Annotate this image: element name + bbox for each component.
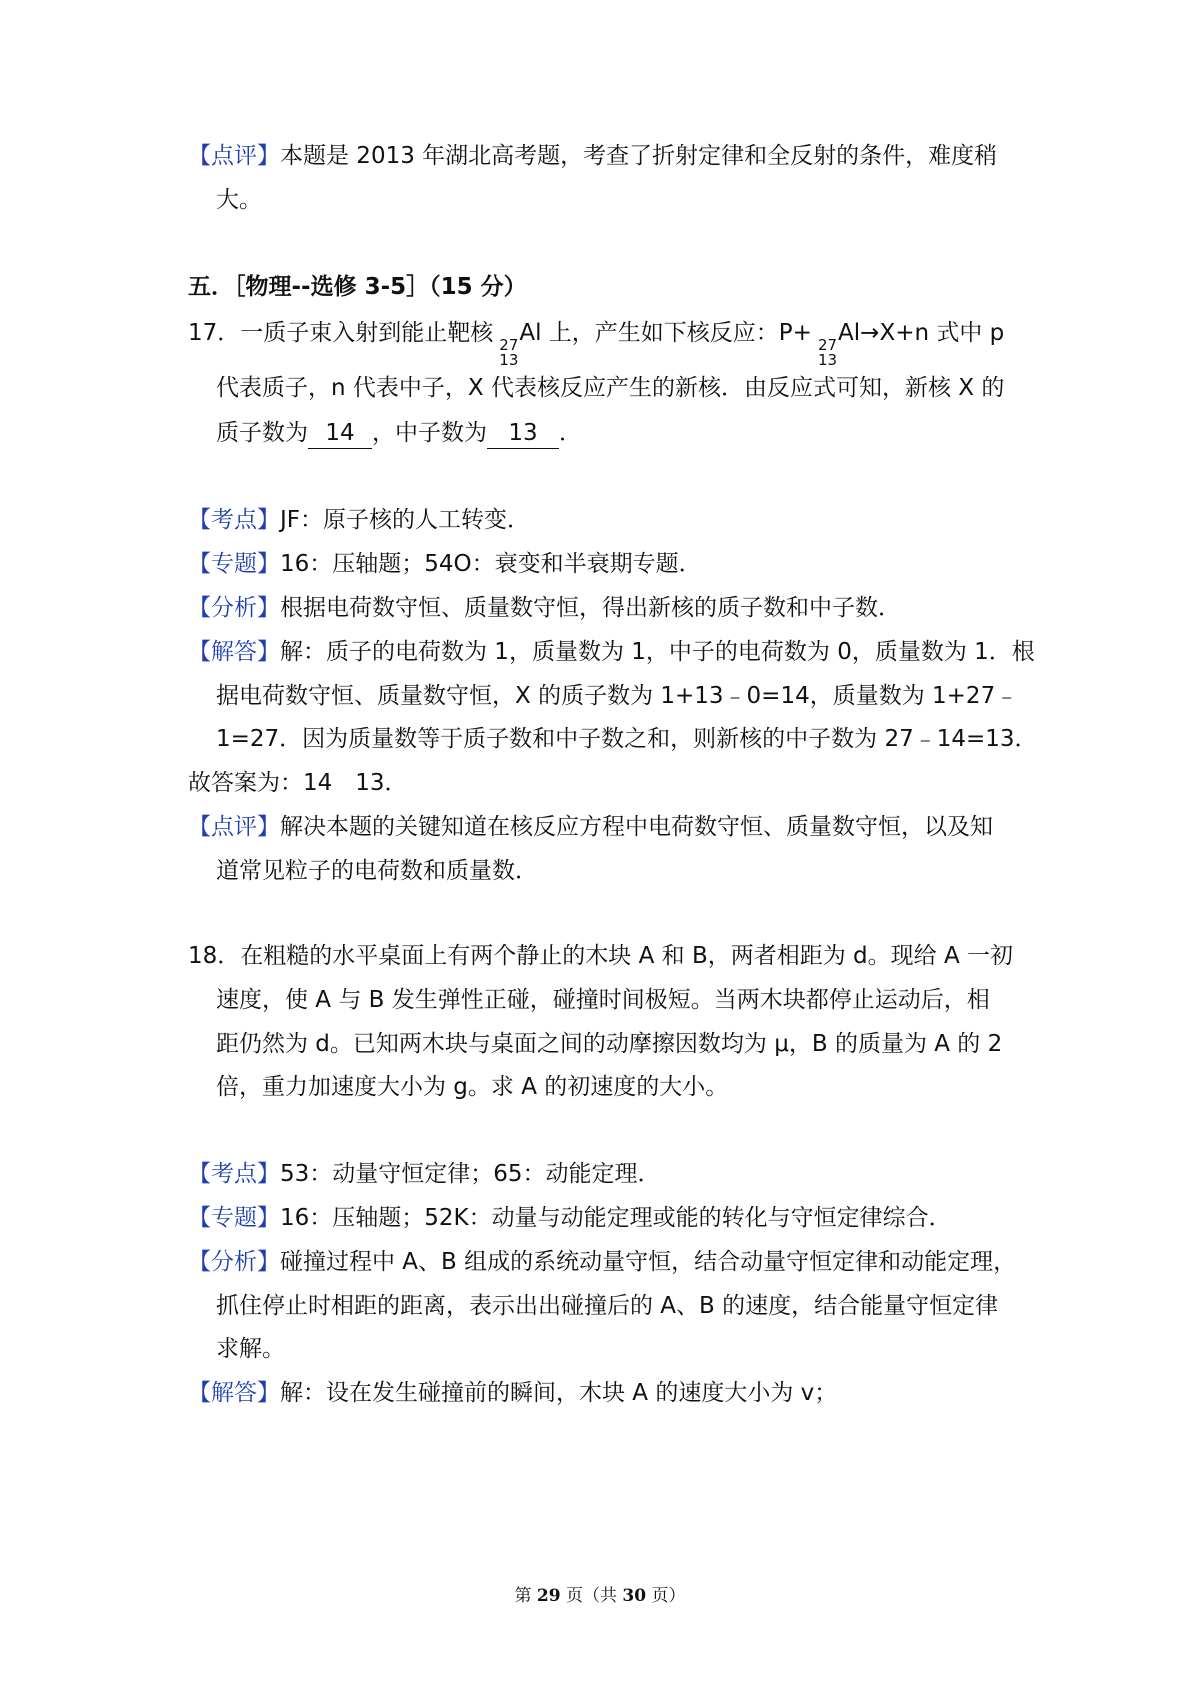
footer-page-number: 29 — [536, 1586, 561, 1606]
q17-stem-line-2: 代表质子，n 代表中子，X 代表核反应产生的新核．由反应式可知，新核 X 的 — [216, 375, 1005, 401]
q18-stem-line-4: 倍，重力加速度大小为 g。求 A 的初速度的大小。 — [216, 1074, 729, 1100]
q17-text-e: ，中子数为 — [372, 420, 487, 446]
jieda-tag: 【解答】 — [188, 1380, 280, 1406]
q17-dianping-line-1 — [188, 810, 993, 844]
jieda-text-1: 解：设在发生碰撞前的瞬间，木块 A 的速度大小为 v； — [280, 1380, 838, 1406]
q17-text-b: 上，产生如下核反应：P+ — [541, 320, 812, 346]
q18-stem-line-2: 速度，使 A 与 B 发生弹性正碰，碰撞时间极短。当两木块都停止运动后，相 — [216, 987, 990, 1013]
q18-fenxi-line-1 — [188, 1245, 1016, 1279]
nuclide-al-1 — [499, 338, 518, 368]
q17-jieda-line-2: 据电荷数守恒、质量数守恒，X 的质子数为 1+13﹣0=14，质量数为 1+27﹣ — [216, 683, 1019, 709]
fenxi-tag: 【分析】 — [188, 595, 280, 621]
jieda-text-1: 解：质子的电荷数为 1，质量数为 1，中子的电荷数为 0，质量数为 1．根 — [280, 639, 1035, 665]
q18-jieda-line-1 — [188, 1376, 837, 1410]
q17-text-d: 质子数为 — [216, 420, 308, 446]
q18-text-1: 在粗糙的水平桌面上有两个静止的木块 A 和 B，两者相距为 d。现给 A 一初 — [240, 943, 1013, 969]
q18-zhuanti — [188, 1201, 952, 1235]
nuclide-charge-1: 13 — [499, 351, 519, 369]
nuclide-al-2 — [818, 338, 837, 368]
q17-text-a: 一质子束入射到能止靶核 — [240, 320, 494, 346]
footer-total-pages: 30 — [622, 1586, 647, 1606]
footer-prefix: 第 — [514, 1586, 537, 1606]
q18-number: 18． — [188, 943, 241, 969]
nuclide-symbol-2: Al — [838, 320, 861, 346]
zhuanti-text: 16：压轴题；52K：动量与动能定理或能的转化与守恒定律综合． — [280, 1205, 952, 1231]
kaodian-text: 53：动量守恒定律；65：动能定理． — [280, 1161, 661, 1187]
q18-fenxi-line-2: 抓住停止时相距的距离，表示出出碰撞后的 A、B 的速度，结合能量守恒定律 — [216, 1293, 999, 1319]
nuclide-charge-2: 13 — [817, 351, 838, 369]
kaodian-text: JF：原子核的人工转变． — [280, 507, 531, 533]
comment-tag: 【点评】 — [188, 143, 280, 169]
q18-stem-line-1 — [188, 939, 1013, 973]
nuclide-mass-2: 27 — [817, 336, 838, 354]
q17-number: 17． — [188, 320, 241, 346]
dianping-tag: 【点评】 — [188, 814, 280, 840]
q17-answer-line: 故答案为：14 13． — [188, 770, 408, 796]
q18-stem-line-3: 距仍然为 d。已知两木块与桌面之间的动摩擦因数均为 μ，B 的质量为 A 的 2 — [216, 1031, 1003, 1057]
zhuanti-tag: 【专题】 — [188, 1205, 280, 1231]
q17-stem-line-3 — [216, 416, 582, 450]
kaodian-tag: 【考点】 — [188, 1161, 280, 1187]
q17-dianping-line-2: 道常见粒子的电荷数和质量数． — [216, 858, 538, 884]
q17-jieda-line-1 — [188, 635, 1035, 669]
fenxi-tag: 【分析】 — [188, 1249, 280, 1275]
comment-text-1: 本题是 2013 年湖北高考题，考查了折射定律和全反射的条件，难度稍 — [280, 143, 998, 169]
q17-jieda-line-3: 1=27．因为质量数等于质子数和中子数之和，则新核的中子数为 27﹣14=13． — [216, 726, 1038, 752]
fenxi-text-1: 碰撞过程中 A、B 组成的系统动量守恒，结合动量守恒定律和动能定理， — [280, 1249, 1017, 1275]
q18-kaodian — [188, 1157, 661, 1191]
page-footer — [0, 1581, 1200, 1606]
nuclide-mass-1: 27 — [499, 336, 519, 354]
nuclide-symbol-1: Al — [519, 320, 542, 346]
comment-line-2 — [216, 183, 262, 217]
section-heading: 五．［物理--选修 3-5］（15 分） — [188, 274, 527, 300]
comment-line-1 — [188, 139, 997, 173]
q18-fenxi-line-3: 求解。 — [216, 1336, 285, 1362]
dianping-text-1: 解决本题的关键知道在核反应方程中电荷数守恒、质量数守恒，以及知 — [280, 814, 993, 840]
q17-text-c: →X+n 式中 p — [860, 320, 1005, 346]
footer-middle: 页（共 — [560, 1586, 623, 1606]
q17-kaodian — [188, 503, 530, 537]
answer-blank-protons: 14 — [308, 418, 372, 449]
q17-zhuanti — [188, 547, 702, 581]
zhuanti-tag: 【专题】 — [188, 551, 280, 577]
fenxi-text: 根据电荷数守恒、质量数守恒，得出新核的质子数和中子数． — [280, 595, 901, 621]
q17-text-f: ． — [559, 420, 582, 446]
zhuanti-text: 16：压轴题；54O：衰变和半衰期专题． — [280, 551, 702, 577]
answer-blank-neutrons: 13 — [487, 418, 559, 449]
comment-text-2: 大。 — [216, 187, 262, 213]
footer-suffix: 页） — [646, 1586, 686, 1606]
jieda-tag: 【解答】 — [188, 639, 280, 665]
q17-stem-line-1 — [188, 316, 1004, 368]
kaodian-tag: 【考点】 — [188, 507, 280, 533]
q17-fenxi — [188, 591, 901, 625]
